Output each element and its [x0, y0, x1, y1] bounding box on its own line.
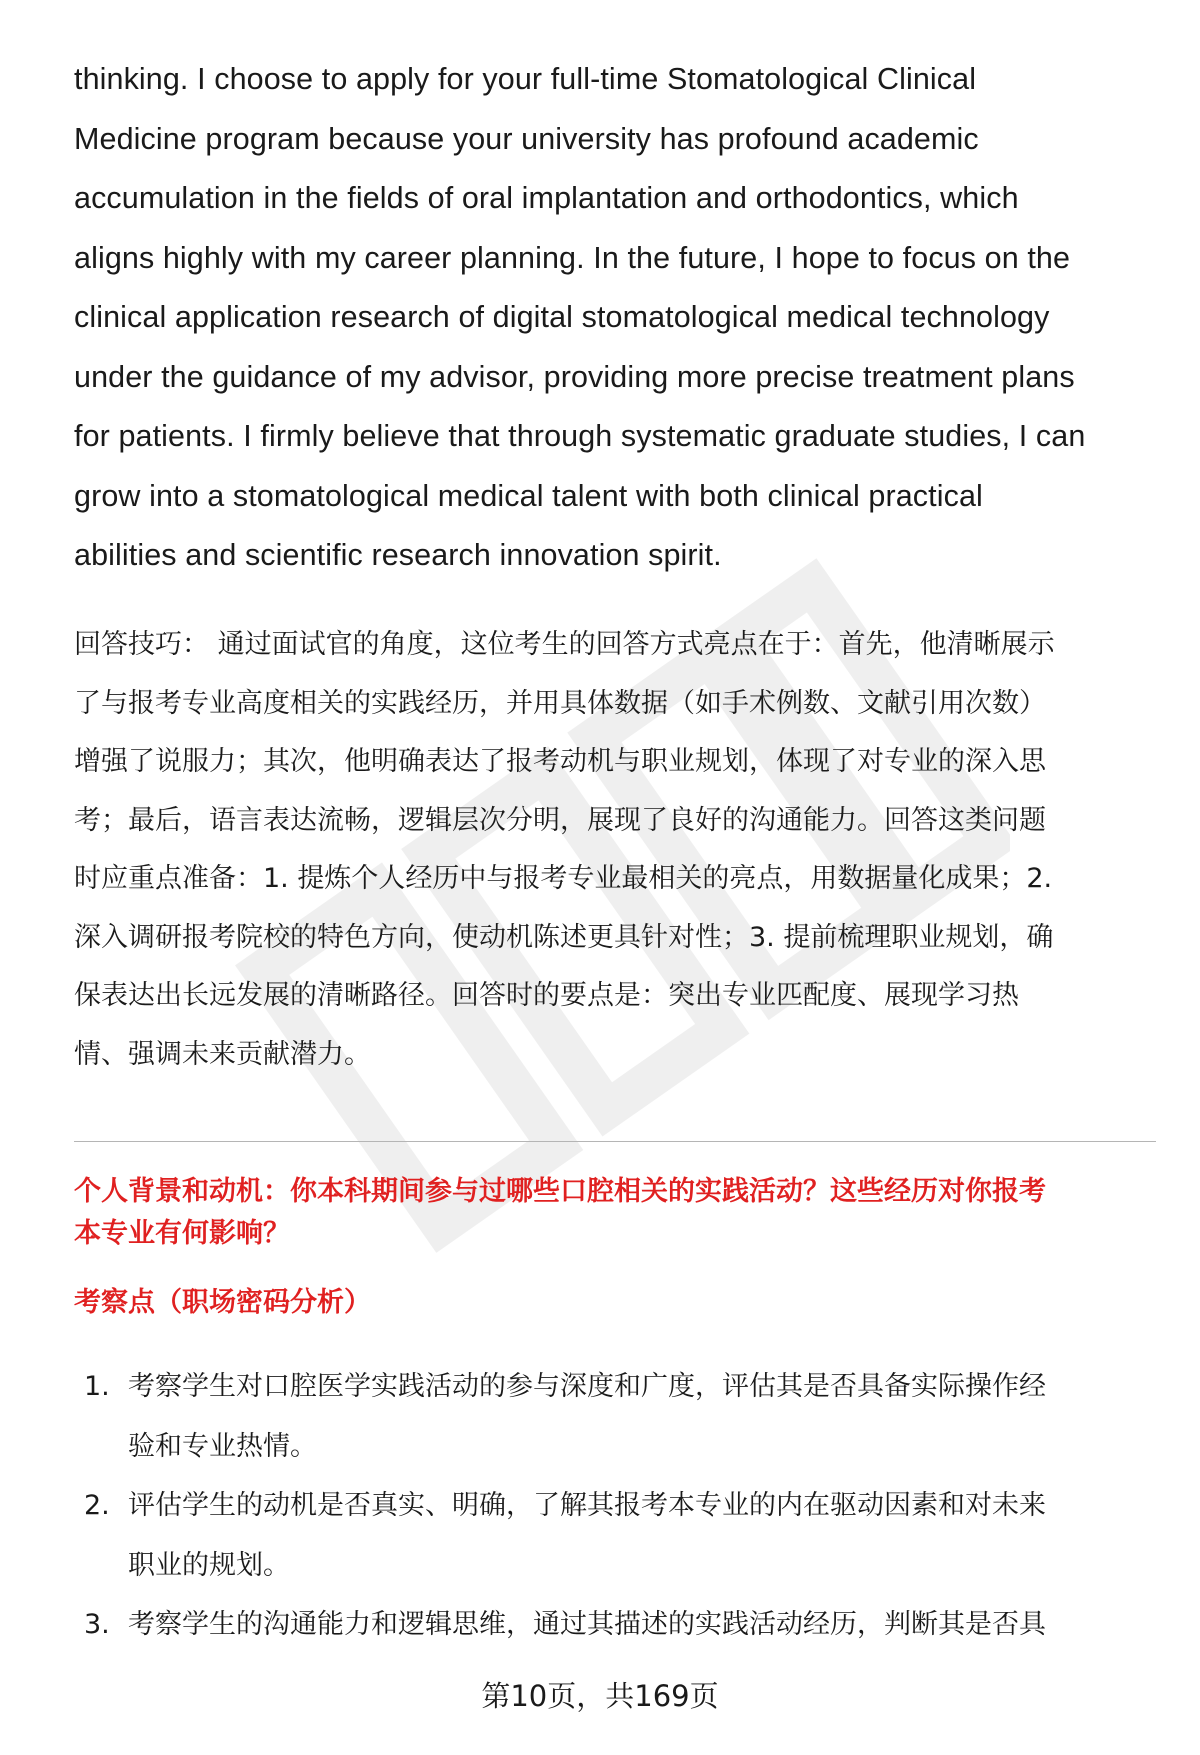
point-line: 验和专业热情。: [128, 1430, 317, 1462]
tips-line: 时应重点准备：1. 提炼个人经历中与报考专业最相关的亮点，用数据量化成果；2.: [74, 863, 1053, 894]
point-line: 考察学生对口腔医学实践活动的参与深度和广度，评估其是否具备实际操作经: [128, 1371, 1046, 1402]
list-item: [74, 1595, 1164, 1655]
question-line: 个人背景和动机：你本科期间参与过哪些口腔相关的实践活动？这些经历对你报考: [74, 1176, 1046, 1207]
question-heading: [74, 1171, 1164, 1255]
english-line: abilities and scientific research innovation spirit.: [74, 538, 722, 572]
english-line: Medicine program because your university has profound academic: [74, 121, 979, 156]
list-number: 2.: [84, 1490, 110, 1521]
list-item: [74, 1476, 1164, 1595]
english-line: grow into a stomatological medical talent with both clinical practical: [74, 478, 983, 513]
english-paragraph: [74, 50, 1154, 586]
section-divider: [74, 1141, 1156, 1142]
point-line: 职业的规划。: [128, 1549, 290, 1581]
page-number-footer: 第10页，共169页: [481, 1679, 719, 1713]
list-item: [74, 1357, 1164, 1476]
question-line: 本专业有何影响？: [74, 1218, 290, 1249]
english-line: clinical application research of digital stomatological medical technology: [74, 300, 1050, 334]
english-line: for patients. I firmly believe that through systematic graduate studies, I can: [74, 419, 1086, 453]
point-line: 考察学生的沟通能力和逻辑思维，通过其描述的实践活动经历，判断其是否具: [128, 1609, 1046, 1640]
tips-line: 考；最后，语言表达流畅，逻辑层次分明，展现了良好的沟通能力。回答这类问题: [74, 804, 1046, 836]
answer-tips-paragraph: [74, 616, 1164, 1084]
english-line: under the guidance of my advisor, providing more precise treatment plans: [74, 359, 1075, 394]
english-line: aligns highly with my career planning. In the future, I hope to focus on the: [74, 240, 1071, 275]
tips-line: 情、强调未来贡献潜力。: [74, 1038, 371, 1070]
section-label: 考察点（职场密码分析）: [74, 1287, 371, 1318]
tips-line: 了与报考专业高度相关的实践经历，并用具体数据（如手术例数、文献引用次数）: [74, 687, 1046, 719]
english-line: thinking. I choose to apply for your full-time Stomatological Clinical: [74, 62, 977, 96]
tips-line: 增强了说服力；其次，他明确表达了报考动机与职业规划，体现了对专业的深入思: [74, 746, 1046, 777]
tips-line: 回答技巧： 通过面试官的角度，这位考生的回答方式亮点在于：首先，他清晰展示: [74, 629, 1055, 660]
english-line: accumulation in the fields of oral implantation and orthodontics, which: [74, 181, 1019, 215]
point-line: 评估学生的动机是否真实、明确，了解其报考本专业的内在驱动因素和对未来: [128, 1490, 1046, 1521]
points-list: [74, 1357, 1164, 1655]
list-number: 1.: [84, 1371, 110, 1402]
tips-line: 保表达出长远发展的清晰路径。回答时的要点是：突出专业匹配度、展现学习热: [74, 980, 1019, 1011]
tips-line: 深入调研报考院校的特色方向，使动机陈述更具针对性；3. 提前梳理职业规划，确: [74, 921, 1054, 953]
list-number: 3.: [84, 1609, 110, 1640]
